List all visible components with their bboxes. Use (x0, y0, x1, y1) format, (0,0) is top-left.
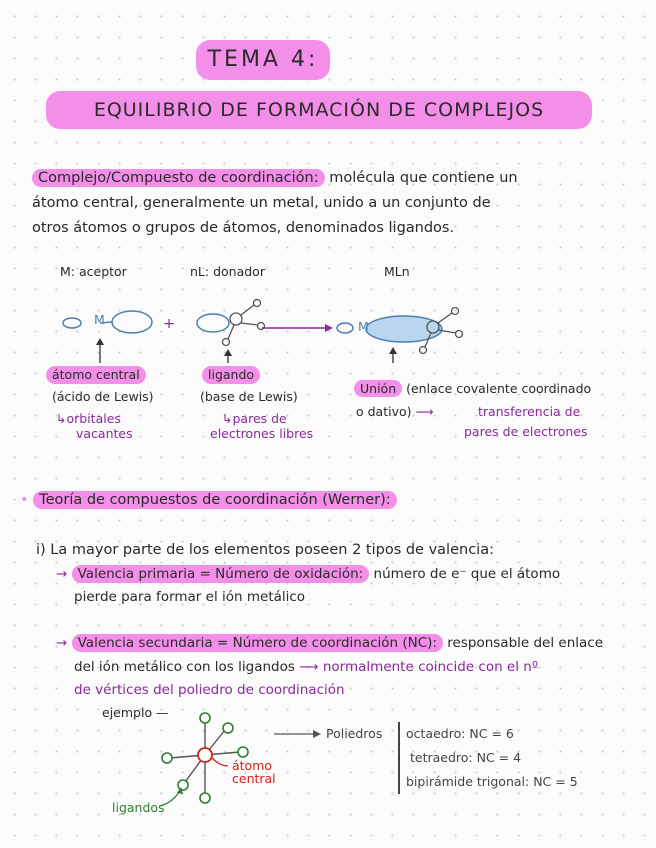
vacant-orbitals-label-1: ↳orbitales (56, 411, 121, 426)
metal-symbol: M (94, 312, 105, 327)
definition-line-3: otros átomos o grupos de átomos, denominados ligandos. (32, 220, 455, 236)
central-atom-icon (198, 748, 212, 762)
polyhedron-item-2: tetraedro: NC = 4 (410, 750, 522, 765)
definition-line-2: átomo central, generalmente un metal, unido a un conjunto de (32, 195, 491, 211)
polyhedra-label: Poliedros (326, 726, 383, 741)
definition-term: Complejo/Compuesto de coordinación: (32, 169, 325, 187)
vacant-orbitals-label-2: vacantes (76, 426, 133, 441)
point-text: La mayor parte de los elementos poseen 2 tipos de valencia: (50, 542, 494, 558)
acceptor-label: M: aceptor (60, 264, 127, 279)
definition-line-1 (32, 168, 518, 188)
transfer-label-2: pares de electrones (464, 424, 588, 439)
donor-label: nL: donador (190, 264, 265, 279)
lone-pairs-label-2: electrones libres (210, 426, 314, 441)
bond-orbital-icon (366, 316, 442, 342)
lewis-base-label: (base de Lewis) (200, 389, 298, 404)
definition-text-1: molécula que contiene un (329, 170, 518, 186)
lone-pairs-label-1: ↳pares de (222, 411, 287, 426)
page-title: TEMA 4: (196, 40, 330, 80)
secondary-valence-line-2: del ión metálico con los ligandos ⟶ normalmente coincide con el nº (74, 659, 539, 675)
ligands-note: ligandos (112, 800, 165, 815)
metal-symbol-complex: M (358, 319, 369, 334)
central-atom-note-2: central (232, 771, 276, 786)
secondary-valence-line: → Valencia secundaria = Número de coordinación (NC): responsable del enlace (56, 635, 604, 651)
dative-label: o dativo) ⟶ (356, 404, 434, 419)
coincidence-note: normalmente coincide con el nº (322, 659, 539, 675)
werner-heading-row: • Teoría de compuestos de coordinación (Werner): (20, 490, 397, 510)
valence-point (36, 540, 494, 560)
secondary-valence-line-3: de vértices del poliedro de coordinación (74, 682, 345, 698)
polyhedra-divider (398, 722, 400, 794)
plus-sign: + (163, 316, 176, 332)
primary-valence-term: Valencia primaria = Número de oxidación: (72, 565, 370, 583)
polyhedron-item-3: bipirámide trigonal: NC = 5 (406, 774, 578, 789)
secondary-valence-def: responsable del enlace (447, 635, 604, 651)
central-atom-note-1: átomo (232, 758, 273, 773)
central-atom-label: átomo central (46, 366, 146, 384)
point-marker: i) (36, 542, 46, 558)
example-label: ejemplo — (102, 705, 169, 720)
union-label: Unión (354, 380, 402, 397)
vacant-orbital-icon (112, 311, 152, 333)
complex-label: MLn (384, 264, 410, 279)
page-subtitle: EQUILIBRIO DE FORMACIÓN DE COMPLEJOS (46, 91, 592, 129)
polyhedron-item-1: octaedro: NC = 6 (406, 726, 514, 741)
bond-type-label: (enlace covalente coordinado (406, 381, 592, 396)
primary-valence-def: número de e⁻ que el átomo (373, 566, 561, 582)
union-line (354, 381, 591, 397)
orbital-scheme-diagram (0, 295, 656, 365)
polyhedra-arrow (274, 728, 322, 740)
ligand-label: ligando (202, 366, 260, 384)
transfer-label-1: transferencia de (478, 404, 581, 419)
primary-valence-def-2: pierde para formar el ión metálico (74, 589, 306, 605)
lewis-acid-label: (ácido de Lewis) (52, 389, 154, 404)
secondary-valence-term: Valencia secundaria = Número de coordinación (NC): (72, 634, 443, 652)
werner-heading: Teoría de compuestos de coordinación (Werner): (33, 491, 396, 509)
left-lobe-icon (63, 318, 81, 328)
primary-valence-line: → Valencia primaria = Número de oxidación: número de e⁻ que el átomo (56, 566, 561, 582)
ligand-orbital-icon (197, 314, 229, 332)
